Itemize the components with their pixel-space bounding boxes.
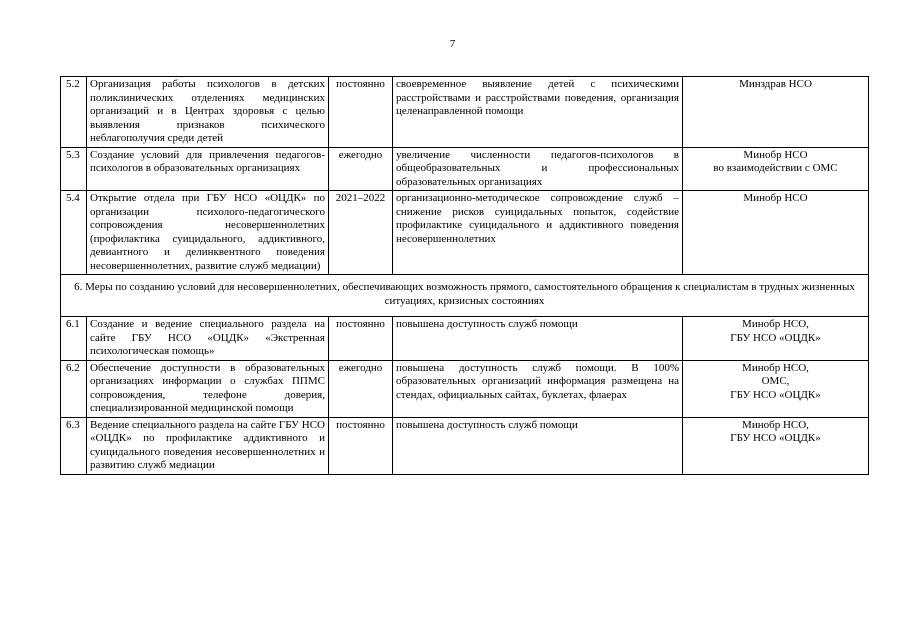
executor-cell [683, 147, 869, 191]
executor-cell [683, 360, 869, 417]
result-cell: своевременное выявление детей с психическими расстройствами и расстройствами поведения, организация целенаправленной помощи [393, 77, 683, 148]
executor-line: Минобр НСО, [742, 361, 809, 374]
term-cell: 2021–2022 [329, 191, 393, 275]
table-row [61, 147, 869, 191]
executor-line: Минобр НСО, [742, 418, 809, 431]
executor-line: Минобр НСО, [742, 318, 809, 330]
page-number: 7 [449, 38, 456, 50]
result-cell: организационно-методическое сопровождение служб – снижение рисков суицидальных попыток, содействие профилактике суицидального и аддиктивного поведения несовершеннолетних [393, 191, 683, 275]
term-cell: постоянно [329, 77, 393, 148]
section-title: 6. Меры по созданию условий для несовершеннолетних, обеспечивающих возможность прямого, самостоятельного обращения к специалистам в трудных жизненных ситуациях, кризисных состояниях [61, 275, 869, 317]
table-row [61, 191, 869, 275]
activity-cell: Организация работы психологов в детских поликлинических отделениях медицинских организаций и в Центрах здоровья с целью выявления признаков психического неблагополучия среди детей [87, 77, 329, 148]
activity-cell: Открытие отдела при ГБУ НСО «ОЦДК» по организации психолого-педагогического сопровождения несовершеннолетних (профилактика суицидального, аддиктивного, девиантного и делинквентного поведения несовершеннолетних, развитие служб медиации) [87, 191, 329, 275]
activity-cell: Обеспечение доступности в образовательных организациях информации о службах ППМС сопровождения, телефоне доверия, специализированной медицинской помощи [87, 360, 329, 417]
executor-line: во взаимодействии с ОМС [713, 162, 838, 174]
table-row [61, 417, 869, 474]
result-cell: повышена доступность служб помощи. В 100% образовательных организаций информация размещена на стендах, официальных сайтах, буклетах, флаерах [393, 360, 683, 417]
activity-cell: Создание условий для привлечения педагогов-психологов в образовательных организациях [87, 147, 329, 191]
row-number: 6.1 [61, 317, 87, 361]
term-cell: постоянно [329, 417, 393, 474]
executor-cell [683, 417, 869, 474]
executor-line: Минобр НСО [743, 148, 808, 161]
executor-line: ГБУ НСО «ОЦДК» [730, 331, 821, 344]
row-number: 5.4 [61, 191, 87, 275]
executor-line: ОМС, [761, 375, 790, 387]
table-row [61, 360, 869, 417]
executor-line: Минобр НСО [743, 192, 808, 204]
result-cell: повышена доступность служб помощи [393, 317, 683, 361]
result-cell: повышена доступность служб помощи [393, 417, 683, 474]
executor-cell [683, 191, 869, 275]
term-cell: постоянно [329, 317, 393, 361]
activity-cell: Создание и ведение специального раздела на сайте ГБУ НСО «ОЦДК» «Экстренная психологическая помощь» [87, 317, 329, 361]
measures-table [60, 76, 869, 475]
executor-cell [683, 77, 869, 148]
term-cell: ежегодно [329, 147, 393, 191]
row-number: 6.3 [61, 417, 87, 474]
activity-cell: Ведение специального раздела на сайте ГБУ НСО «ОЦДК» по профилактике аддиктивного и суицидального поведения несовершеннолетних и развитию служб медиации [87, 417, 329, 474]
term-cell: ежегодно [329, 360, 393, 417]
result-cell: увеличение численности педагогов-психологов в общеобразовательных и профессиональных образовательных организациях [393, 147, 683, 191]
section-heading-row [61, 275, 869, 317]
row-number: 6.2 [61, 360, 87, 417]
row-number: 5.3 [61, 147, 87, 191]
executor-cell [683, 317, 869, 361]
executor-line: ГБУ НСО «ОЦДК» [730, 432, 821, 444]
row-number: 5.2 [61, 77, 87, 148]
table-row [61, 77, 869, 148]
executor-line: ГБУ НСО «ОЦДК» [730, 388, 821, 401]
table-row [61, 317, 869, 361]
executor-line: Минздрав НСО [739, 78, 812, 90]
